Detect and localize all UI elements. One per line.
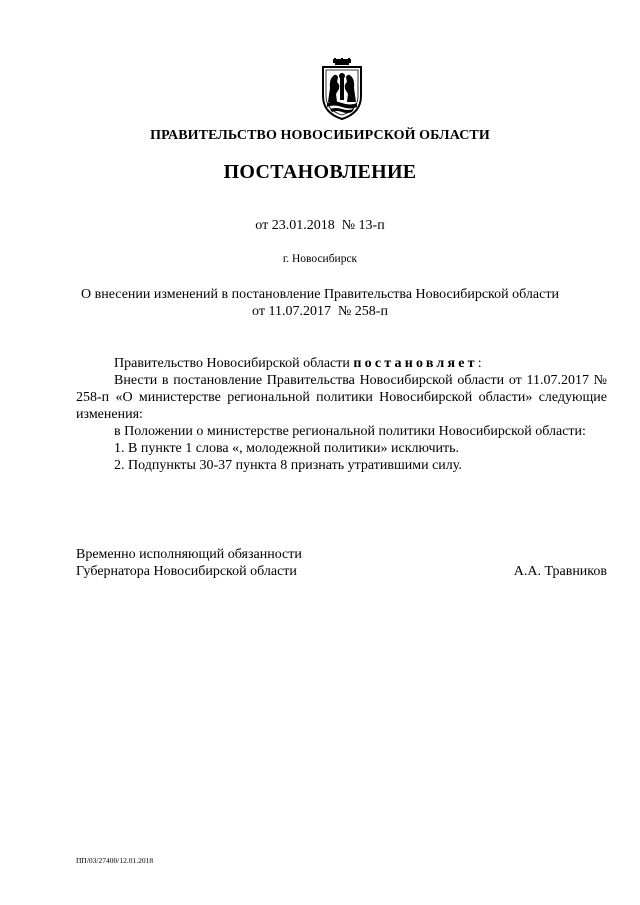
decree-suffix: : xyxy=(477,356,482,371)
body-paragraph-decree xyxy=(76,355,607,372)
signature-block xyxy=(76,546,607,580)
organization-title: ПРАВИТЕЛЬСТВО НОВОСИБИРСКОЙ ОБЛАСТИ xyxy=(150,128,490,143)
document-footer-code: ПП/03/27400/12.01.2018 xyxy=(76,856,154,865)
body-paragraph-regulation: в Положении о министерстве региональной политики Новосибирской области: xyxy=(114,424,586,439)
document-body xyxy=(76,355,607,474)
body-paragraph-item-2: 2. Подпункты 30-37 пункта 8 признать утратившими силу. xyxy=(114,458,462,473)
decree-keyword: постановляет xyxy=(353,356,478,371)
document-date-number: от 23.01.2018 № 13-п xyxy=(255,218,385,233)
signatory-title-line-2: Губернатора Новосибирской области xyxy=(76,564,297,579)
document-type-title: ПОСТАНОВЛЕНИЕ xyxy=(223,161,417,183)
signatory-name: А.А. Травников xyxy=(513,564,607,579)
document-subject xyxy=(0,286,640,320)
novosibirsk-coat-of-arms-icon xyxy=(316,58,368,120)
subject-line-2: от 11.07.2017 № 258-п xyxy=(252,304,388,319)
body-paragraph-item-1: 1. В пункте 1 слова «, молодежной политики» исключить. xyxy=(114,441,460,456)
subject-line-1: О внесении изменений в постановление Правительства Новосибирской области xyxy=(81,287,559,302)
document-city: г. Новосибирск xyxy=(282,253,358,265)
signatory-title-line-1: Временно исполняющий обязанности xyxy=(76,547,302,562)
body-paragraph-amend: Внести в постановление Правительства Новосибирской области от 11.07.2017 № 258-п «О министерстве региональной политики Новосибирской области» следующие изменения: xyxy=(76,373,607,422)
decree-prefix: Правительство Новосибирской области xyxy=(114,356,354,371)
